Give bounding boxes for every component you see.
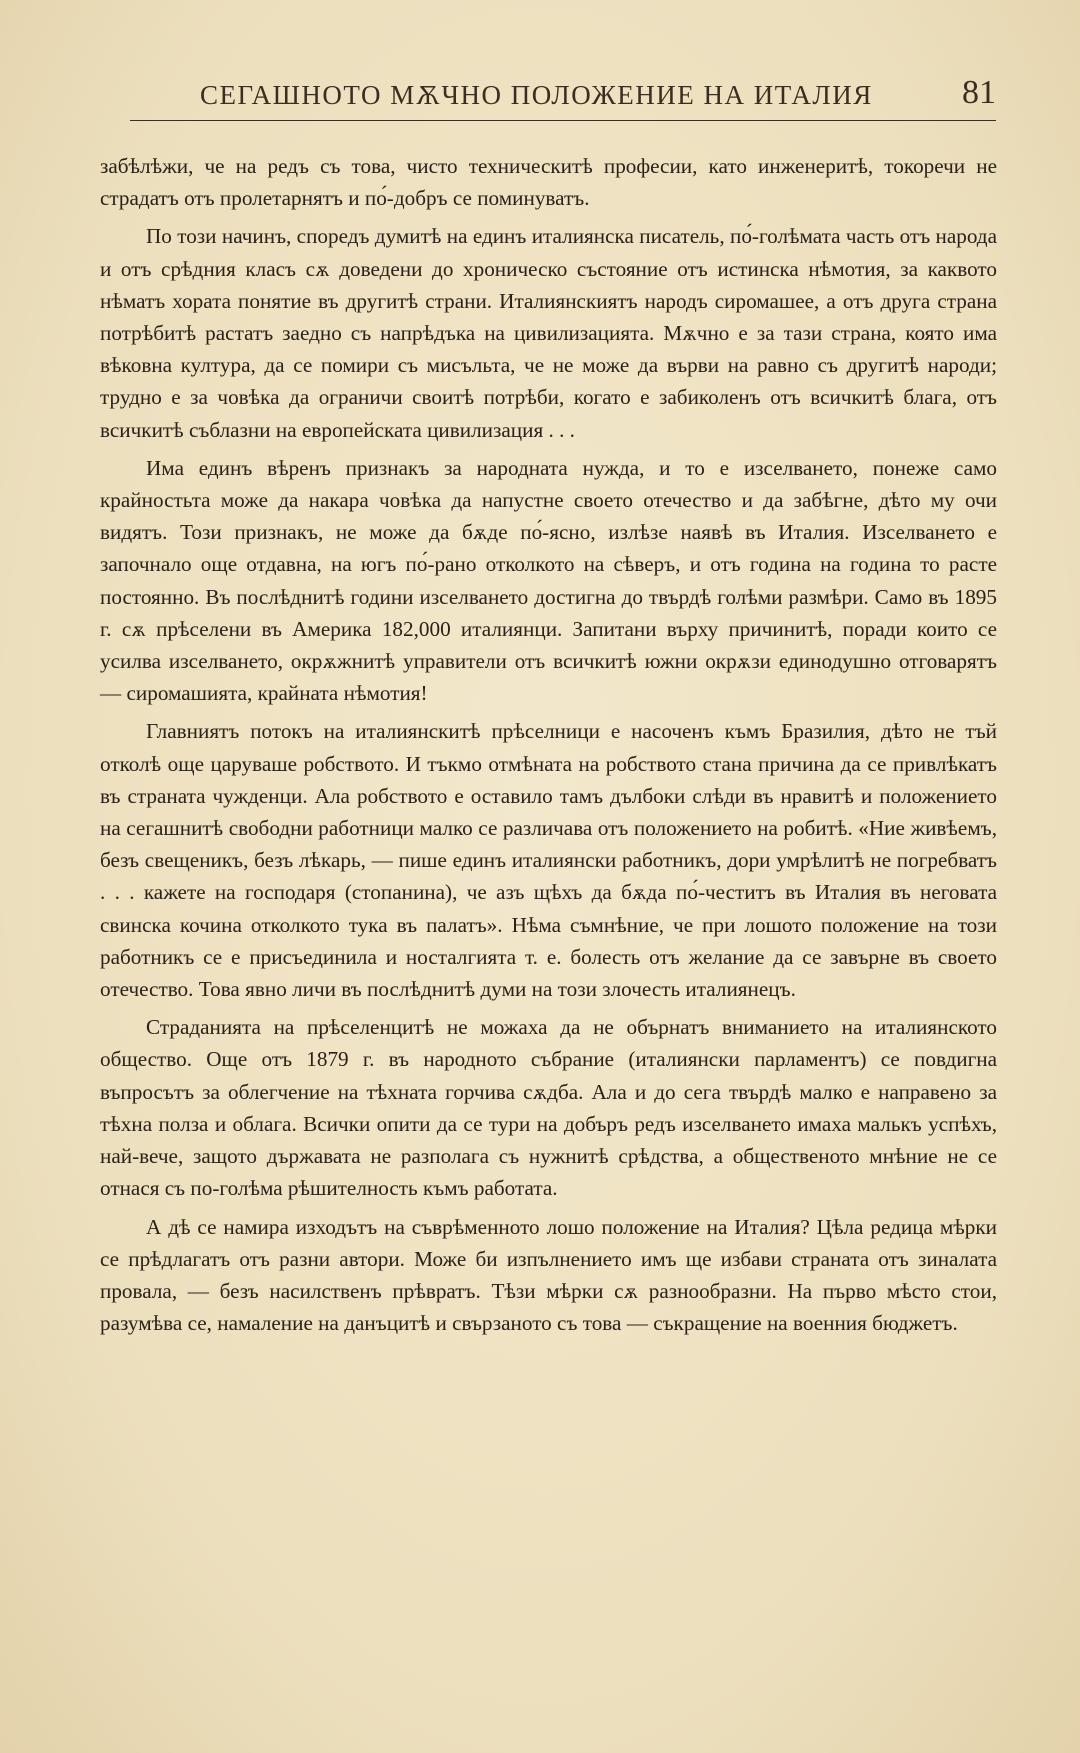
page-number: 81 [962,74,996,111]
paragraph: По този начинъ, споредъ думитѣ на единъ италиянска писатель, по́-голѣмата часть отъ народа и отъ срѣдния класъ сѫ доведени до хроническо състояние отъ истинска нѣмотия, за каквото нѣматъ хората понятие въ другитѣ страни. Италиянскиятъ народъ сиромашее, а отъ друга страна потрѣбитѣ растатъ заедно съ напрѣдъка на цивилизацията. Мѫчно е за тази страна, която има вѣковна култура, да се помири съ мисъльта, че не може да върви на равно съ другитѣ народи; трудно е за човѣка да ограничи своитѣ потрѣби, когато е забиколенъ отъ всичкитѣ блага, отъ всичкитѣ съблазни на европейската цивилизация . . . [100,224,997,442]
paragraph: А дѣ се намира изходътъ на съврѣменното лошо положение на Италия? Цѣла редица мѣрки се прѣдлагатъ отъ разни автори. Може би изпълнението имъ ще избави страната отъ зиналата провала, — безъ насилственъ прѣвратъ. Тѣзи мѣрки сѫ разнообразни. На първо мѣсто стои, разумѣва се, намаление на данъцитѣ и свързаното съ това — съкращение на военния бюджетъ. [100,1214,997,1336]
body-text [100,150,997,1339]
running-title: СЕГАШНОТО МѪЧНО ПОЛОЖЕНИЕ НА ИТАЛИЯ [200,80,873,110]
paragraph: Страданията на прѣселенцитѣ не можаха да не обърнатъ вниманието на италиянското общество. Още отъ 1879 г. въ народното събрание (италиянски парламентъ) се повдигна въпросътъ за облегчение на тѣхната горчива сѫдба. Ала и до сега твърдѣ малко е направено за тѣхна полза и облага. Всички опити да се тури на добъръ редъ изселването имаха малькъ успѣхъ, най-вече, защото държавата не разполага съ нужнитѣ срѣдства, а общественото мнѣние не се отнася съ по-голѣма рѣшителность къмъ работата. [100,1015,997,1201]
paragraph: Главниятъ потокъ на италиянскитѣ прѣселници е насоченъ къмъ Бразилия, дѣто не тъй отколѣ още царуваше робството. И тъкмо отмѣната на робството стана причина да се привлѣкатъ въ страната чужденци. Ала робството е оставило тамъ дълбоки слѣди въ нравитѣ и положението на сегашнитѣ свободни работници малко се различава отъ положението на робитѣ. «Ние живѣемъ, безъ свещеникъ, безъ лѣкарь, — пише единъ италиянски работникъ, дори умрѣлитѣ не погребватъ . . . кажете на господаря (стопанина), че азъ щѣхъ да бѫда по́-честитъ въ Италия въ неговата свинска кочина отколкото тука въ палатъ». Нѣма съмнѣние, че при лошото положение на този работникъ се е присъединила и носталгията т. е. болесть отъ желание да се завърне въ своето отечество. Това явно личи въ послѣднитѣ думи на този злочесть италиянецъ. [100,719,997,1002]
running-header [130,70,996,121]
paragraph-continued: забѣлѣжи, че на редъ съ това, чисто техническитѣ професии, като инженеритѣ, токоречи не страдатъ отъ пролетарнятъ и по́-добръ се поминуватъ. [100,154,997,211]
paragraph: Има единъ вѣренъ признакъ за народната нужда, и то е изселването, понеже само крайностьта може да накара човѣка да напустне своето отечество и да забѣгне, дѣто му очи видятъ. Този признакъ, не може да бѫде по́-ясно, излѣзе наявѣ въ Италия. Изселването е започнало още отдавна, на югъ по́-рано отколкото на сѣверъ, и отъ година на година то расте постоянно. Въ послѣднитѣ години изселването достигна до твърдѣ голѣми размѣри. Само въ 1895 г. сѫ прѣселени въ Америка 182,000 италиянци. Запитани върху причинитѣ, поради които се усилва изселването, окрѫжнитѣ управители отъ всичкитѣ южни окрѫзи единодушно отговарятъ — сиромашията, крайната нѣмотия! [100,455,997,706]
